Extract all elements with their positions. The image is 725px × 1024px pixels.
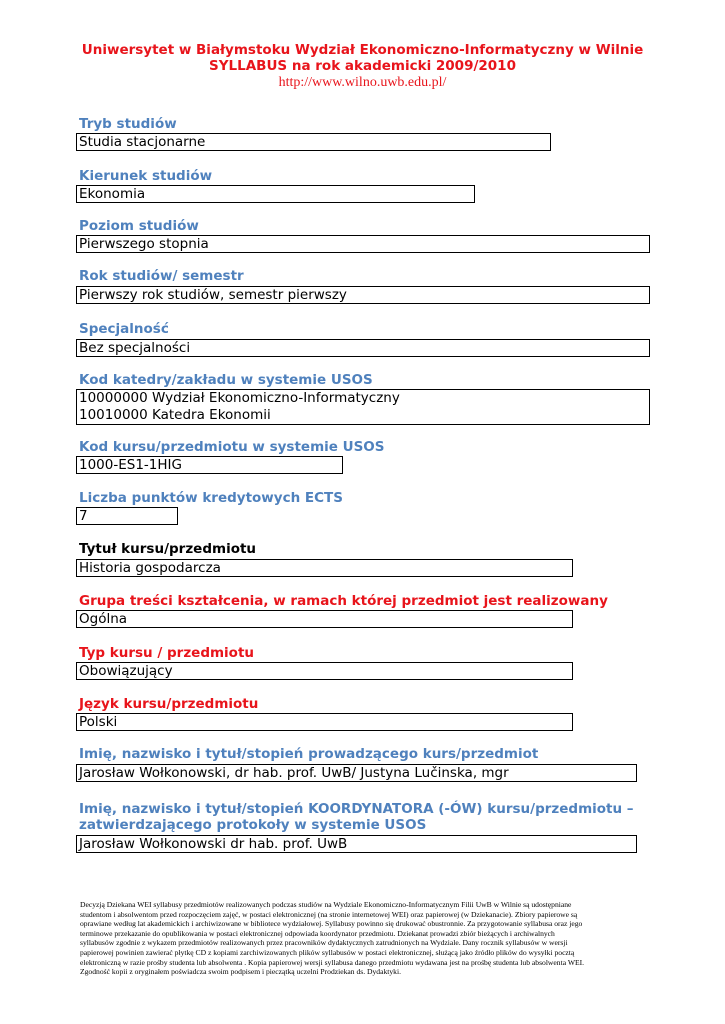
field-kod-katedry <box>76 389 650 425</box>
label-kod-katedry: Kod katedry/zakładu w systemie USOS <box>79 372 373 388</box>
label-koordynator-line1: Imię, nazwisko i tytuł/stopień KOORDYNATORA (-ÓW) kursu/przedmiotu – <box>79 801 634 817</box>
header-syllabus-title: SYLLABUS na rok akademicki 2009/2010 <box>209 58 516 74</box>
label-tryb: Tryb studiów <box>79 116 177 132</box>
field-tytul: Historia gospodarcza <box>76 559 573 577</box>
label-prowadzacy: Imię, nazwisko i tytuł/stopień prowadzącego kurs/przedmiot <box>79 746 539 762</box>
label-poziom: Poziom studiów <box>79 218 199 234</box>
label-specjalnosc: Specjalność <box>79 321 169 337</box>
label-grupa: Grupa treści kształcenia, w ramach której przedmiot jest realizowany <box>79 593 608 609</box>
field-prowadzacy: Jarosław Wołkonowski, dr hab. prof. UwB/ Justyna Lučinska, mgr <box>76 764 637 782</box>
field-specjalnosc: Bez specjalności <box>76 339 650 357</box>
label-jezyk: Język kursu/przedmiotu <box>79 696 259 712</box>
footer-line: syllabusów zgodnie z wykazem przedmiotów realizowanych przez pracowników dydaktycznych zatrudnionych na Wydziale. Dany rocznik syllabusów w wersji <box>80 938 568 948</box>
footer-line: Zgodność kopii z oryginałem poświadcza swoim podpisem i pieczątką uczelni Prodziekan ds. Dydaktyki. <box>80 967 401 977</box>
label-tytul: Tytuł kursu/przedmiotu <box>79 541 257 557</box>
footer-line: papierowej powinien zawierać płytkę CD z kopiami zarchiwizowanych plików syllabusów w postaci elektronicznej, służącą jako źródło plików do wysyłki pocztą <box>80 947 575 957</box>
footer-line: terminowe przekazanie do opublikowania w postaci elektronicznej odpowiada koordynator przedmiotu. Dziekanat prowadzi zbiór bieżących i archiwalnych <box>80 928 555 938</box>
label-rok: Rok studiów/ semestr <box>79 268 244 284</box>
footer-line: oprawiane według lat akademickich i archiwizowane w bibliotece wydziałowej. Syllabusy powinno się drukować obustronnie. Za przygotowanie syllabusa oraz jego <box>80 919 583 929</box>
label-kod-kursu: Kod kursu/przedmiotu w systemie USOS <box>79 439 385 455</box>
label-ects: Liczba punktów kredytowych ECTS <box>79 490 343 506</box>
field-kierunek: Ekonomia <box>76 185 475 203</box>
header-url[interactable]: http://www.wilno.uwb.edu.pl/ <box>278 75 447 90</box>
label-typ: Typ kursu / przedmiotu <box>79 645 255 661</box>
footer-line: Decyzją Dziekana WEI syllabusy przedmiotów realizowanych podczas studiów na Wydziale Ekonomiczno-Informatycznym Filii UwB w Wilnie są udostępniane <box>80 900 572 909</box>
field-poziom: Pierwszego stopnia <box>76 235 650 253</box>
field-kod-katedry-line2: 10010000 Katedra Ekonomii <box>79 407 271 423</box>
field-tryb: Studia stacjonarne <box>76 133 551 151</box>
field-typ: Obowiązujący <box>76 662 573 680</box>
footer-line: studentom i absolwentom przed rozpoczęciem zajęć, w postaci elektronicznej (na stronie internetowej WEI) oraz papierowej (w Dziekanacie). Zbiory papierowe są <box>80 909 578 919</box>
label-koordynator-line2: zatwierdzającego protokoły w systemie USOS <box>79 817 427 833</box>
field-kod-kursu: 1000-ES1-1HIG <box>76 456 343 474</box>
footer-line: elektroniczną w razie prośby studenta lub absolwenta . Kopia papierowej wersji syllabusa danego przedmiotu wydawana jest na prośbę studenta lub absolwenta WEI. <box>80 957 585 967</box>
footer-note <box>80 900 650 977</box>
field-jezyk: Polski <box>76 713 573 731</box>
field-grupa: Ogólna <box>76 610 573 628</box>
label-kierunek: Kierunek studiów <box>79 168 213 184</box>
header-university: Uniwersytet w Białymstoku Wydział Ekonomiczno-Informatyczny w Wilnie <box>81 42 644 58</box>
field-ects: 7 <box>76 507 178 525</box>
field-kod-katedry-line1: 10000000 Wydział Ekonomiczno-Informatyczny <box>79 390 400 406</box>
field-rok: Pierwszy rok studiów, semestr pierwszy <box>76 286 650 304</box>
field-koordynator: Jarosław Wołkonowski dr hab. prof. UwB <box>76 835 637 853</box>
